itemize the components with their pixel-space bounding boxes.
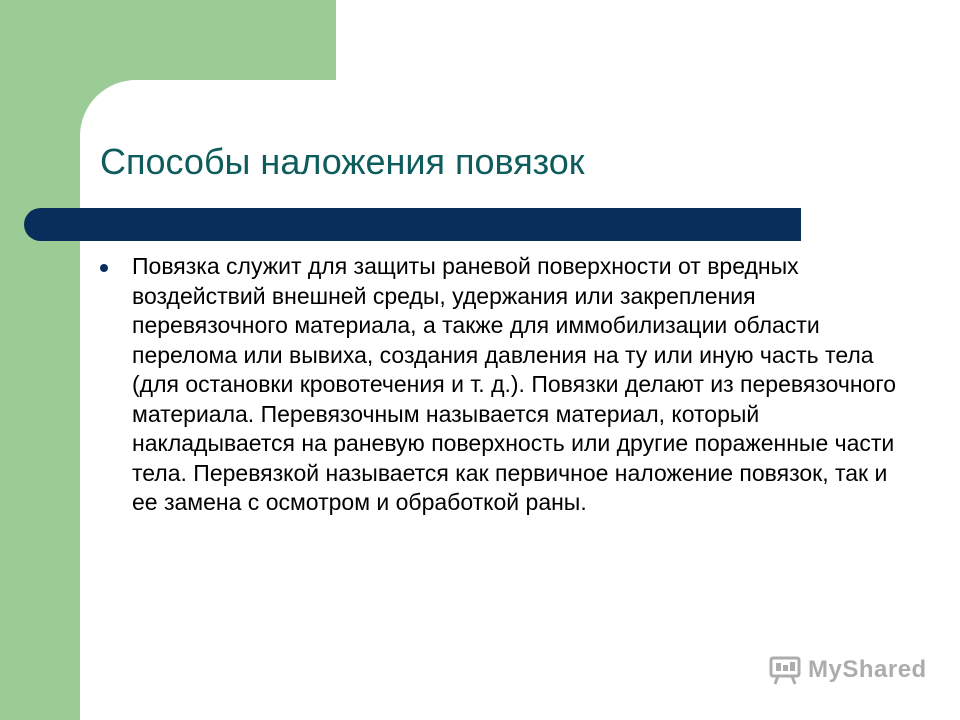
bullet-list xyxy=(100,252,900,518)
bullet-item xyxy=(100,252,900,518)
title-underline-bar xyxy=(24,208,801,241)
watermark-logo xyxy=(768,655,927,685)
slide-title: Способы наложения повязок xyxy=(100,141,585,182)
bullet-text: Повязка служит для защиты раневой поверхности от вредных воздействий внешней среды, удержания или закрепления перевязочного материала, а также для иммобилизации области перелома или вывиха, создания давления на ту или иную часть тела (для остановки кровотечения и т. д.). Повязки делают из перевязочного материала. Перевязочным называется материал, который накладывается на раневую поверхность или другие пораженные части тела. Перевязкой называется как первичное наложение повязок, так и ее замена с осмотром и обработкой раны. xyxy=(132,253,896,515)
bullet-dot-icon xyxy=(100,264,108,272)
watermark-text: MyShared xyxy=(808,656,927,683)
presentation-board-icon xyxy=(768,655,802,685)
